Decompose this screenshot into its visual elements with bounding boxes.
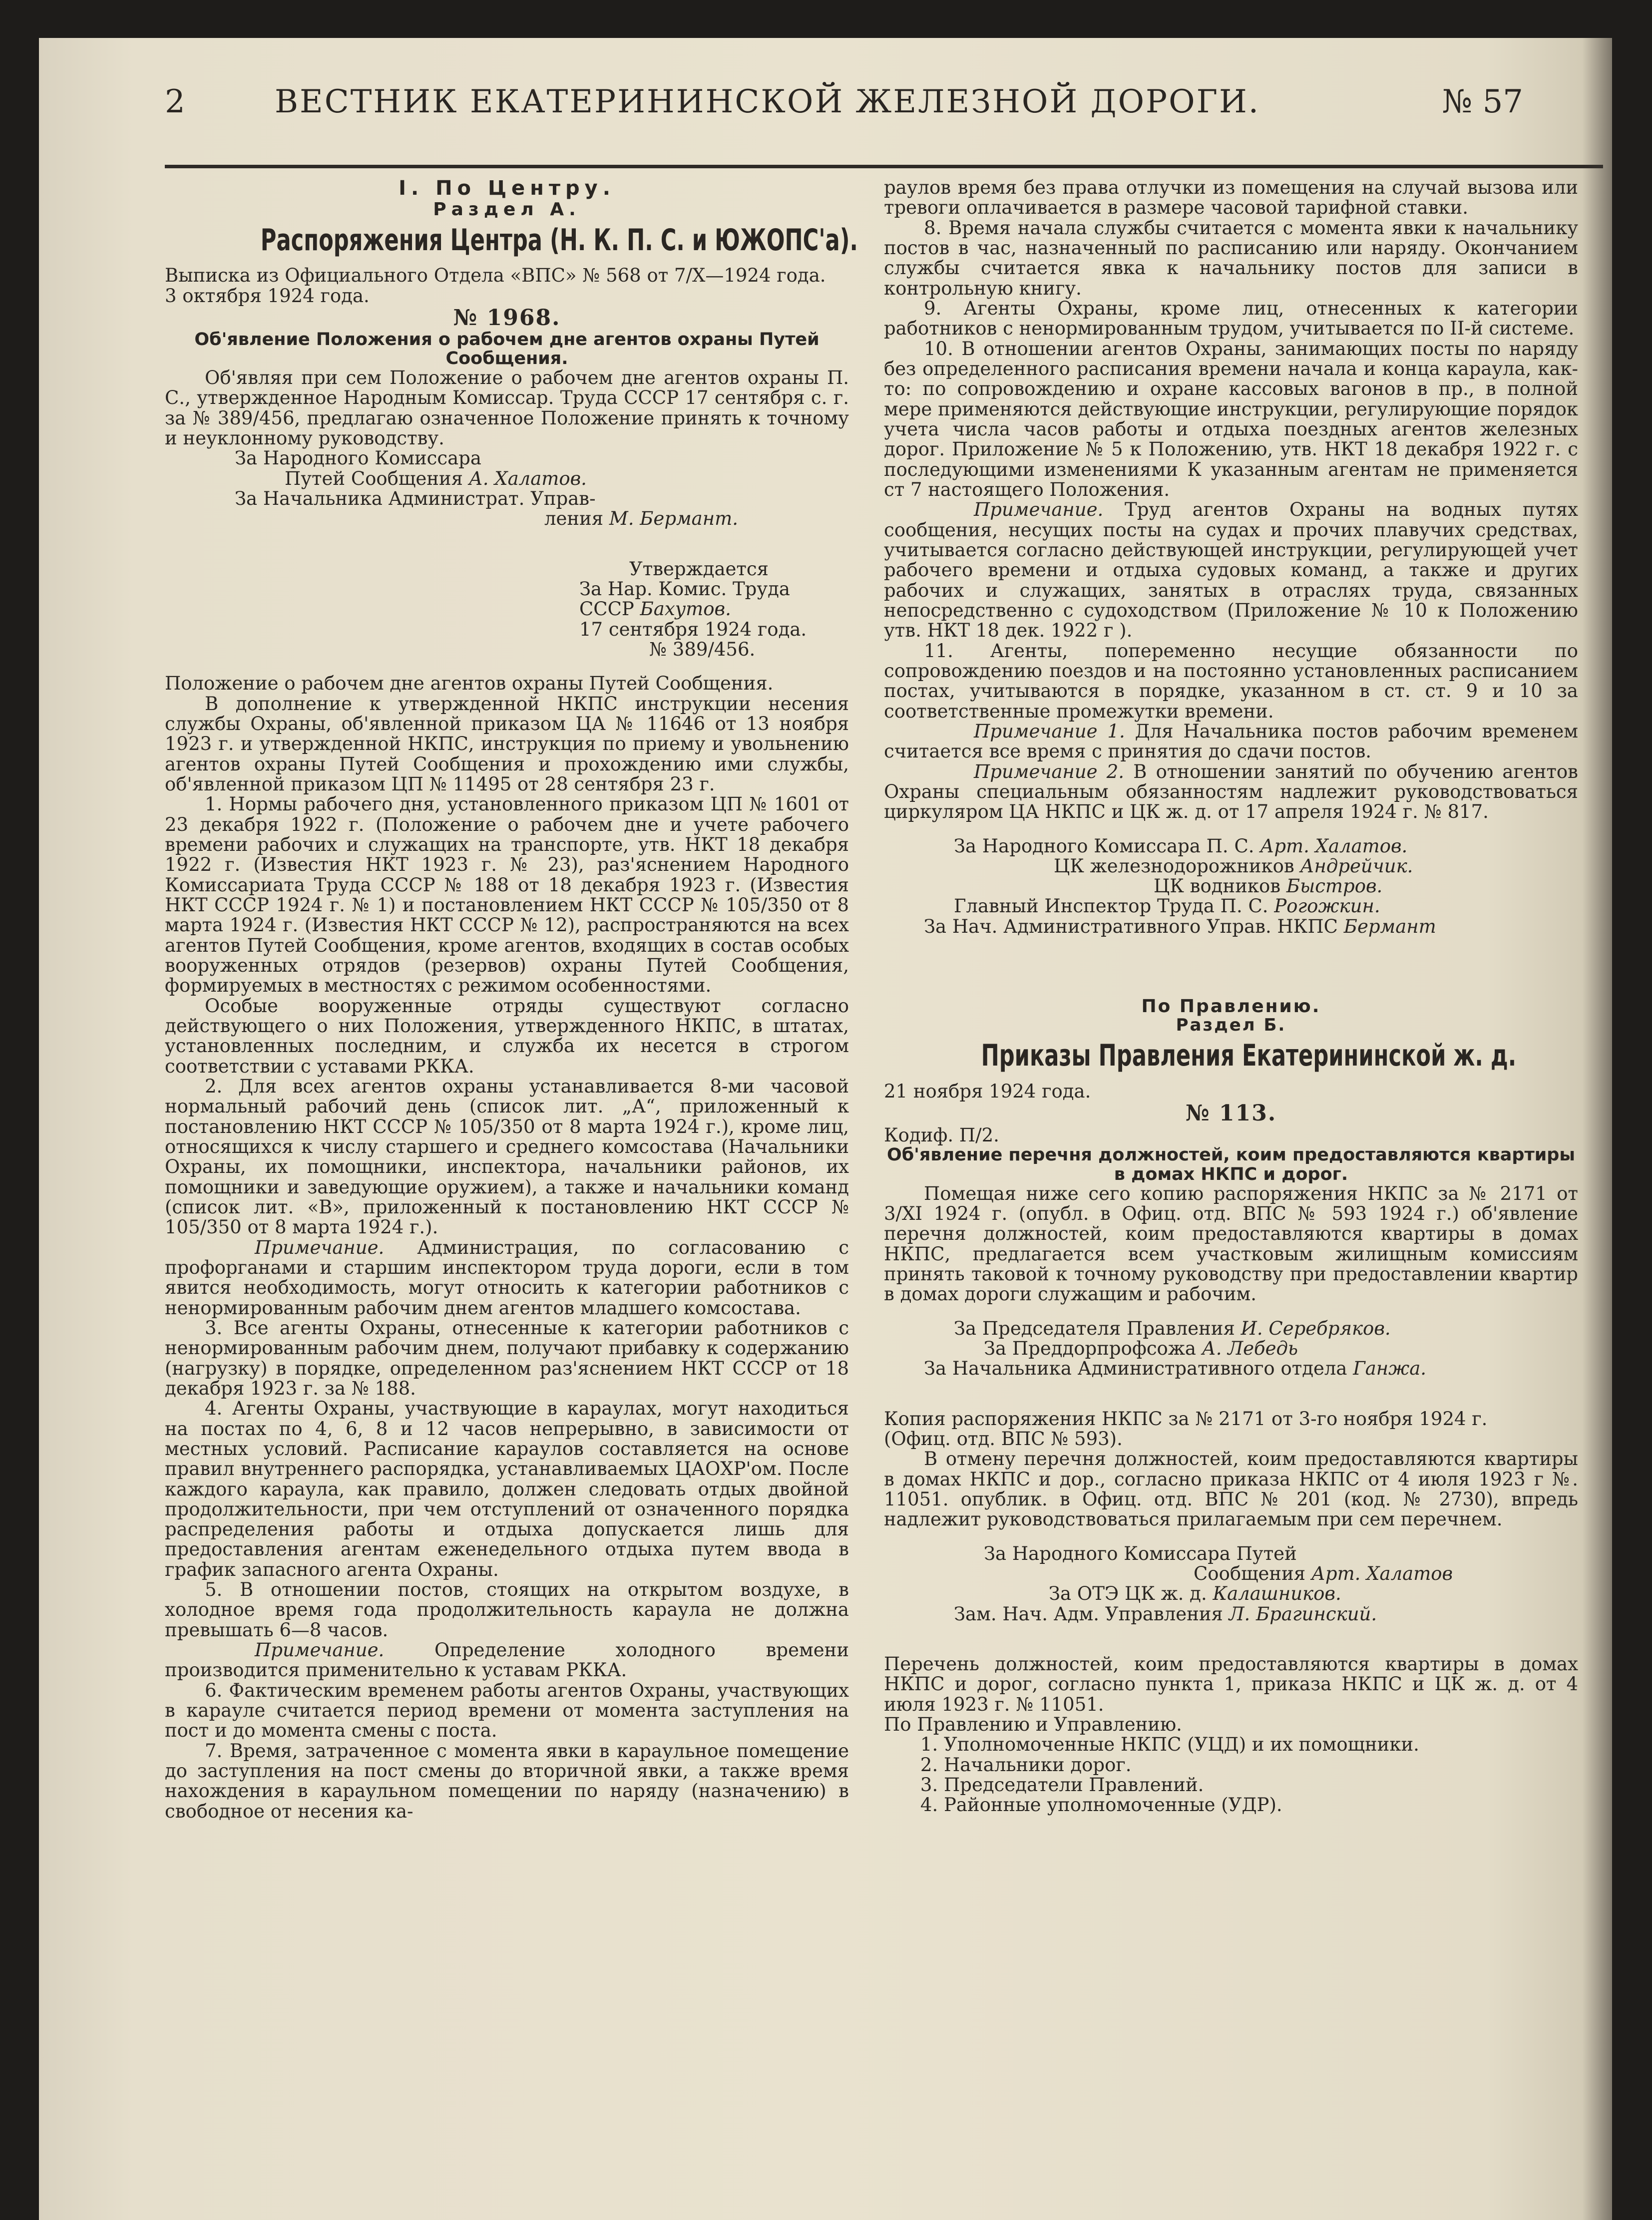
list-item: 1. Уполномоченные НКПС (УЦД) и их помощники. [944,1735,1578,1755]
signature-line: Главный Инспектор Труда П. С. Рогожкин. [954,895,1380,917]
order-date: 3 октября 1924 года. [165,285,370,307]
signature-line: Сообщения Арт. Халатов [1194,1562,1453,1584]
signature-line: ления М. Бермант. [544,508,738,530]
signature-line: За Народного Комиссара [235,447,481,469]
signature-line: За Преддорпрофсожа А. Лебедь [984,1338,1298,1359]
left-column [165,177,858,1822]
part-heading: I. По Центру. [399,177,615,200]
signature-line: За ОТЭ ЦК ж. д. Калашников. [1049,1583,1341,1605]
body-paragraph: 11. Агенты, попеременно несущие обязанности по сопровождению поездов и на постоянно установленных расписанием постах, учитываются в порядке, указанном в ст. ст. 9 и 10 за соответственные промежутки времени. [884,640,1578,722]
copy-title: Копия распоряжения НКПС за № 2171 от 3-го ноября 1924 г. [884,1408,1488,1430]
approval-line: За Нар. Комис. Труда [579,578,790,600]
signature-line: За Начальника Администрат. Управ- [235,488,596,510]
order2-date: 21 ноября 1924 года. [884,1080,1091,1102]
page-number: 2 [165,83,185,120]
body-paragraph: 10. В отношении агентов Охраны, занимающих посты по наряду без определенного расписания времени начала и конца караула, как-то: по сопровождению и охране кассовых вагонов в пр., в полной мере применяются действующие инструкции, регулирующие порядок учета числа часов работы и отдыха поездных агентов железных дорог. Приложение № 5 к Положению, утв. НКТ 18 декабря 1922 г. с последующими изменениями К указанным агентам не применяется ст 7 настоящего Положения. [884,338,1578,500]
approval-line: № 389/456. [649,639,756,661]
page-header [165,85,1563,160]
signature-line: За Нач. Административного Управ. НКПС Бермант [924,915,1436,937]
body-paragraph: 8. Время начала службы считается с момента явки к начальнику постов в час, назначенный по расписанию или наряду. Окончанием службы считается явка к начальнику постов для записи в контрольную книгу. [884,217,1578,299]
body-paragraph: 2. Для всех агентов охраны устанавливается 8-ми часовой нормальный рабочий день (список лит. „А“, приложенный к постановлению НКТ СССР № 105/350 от 8 марта 1924 г.), кроме лиц, относящихся к числу старшего и среднего комсостава (Начальники Охраны, их помощники, инспектора, начальники районов, их помощники и заведующие оружием), а также и начальники команд (список лит. «В», приложенный к постановлению НКТ СССР № 105/350 от 8 марта 1924 г.). [165,1075,849,1238]
order-number: № 1968. [453,305,561,331]
codification: Кодиф. П/2. [884,1124,999,1146]
note-paragraph: Примечание. Труд агентов Охраны на водных путях сообщения, несущих посты на судах и прочих плавучих средствах, учитывается согласно действующей инструкции, регулирующей учет рабочего времени и отдыха судовых команд, а также и других рабочих и служащих, занятых в отраслях труда, связанных непосредственно с судоходством (Приложение № 10 к Положению утв. НКТ 18 дек. 1922 г ). [884,499,1578,642]
body-paragraph: раулов время без права отлучки из помещения на случай вызова или тревоги оплачивается в размере часовой тарифной ставки. [884,177,1578,219]
signature-line: ЦК железнодорожников Андрейчик. [1054,855,1413,877]
intro-paragraph: Об'являя при сем Положение о рабочем дне агентов охраны П. С., утвержденное Народным Комиссар. Труда СССР 17 сентября с. г. за № 389/456, предлагаю означенное Положение принять к точному и неуклонному руководству. [165,367,849,449]
section-title: Распоряжения Центра (Н. К. П. С. и ЮЖОПС'а). [260,222,858,258]
signature-line: За Народного Комиссара П. С. Арт. Халатов. [954,835,1408,857]
body-paragraph: 1. Нормы рабочего дня, установленного приказом ЦП № 1601 от 23 декабря 1922 г. (Положение о рабочем дне и учете рабочего времени рабочих и служащих на транспорте, утв. НКТ 18 декабря 1922 г. (Известия НКТ 1923 г. № 23), раз'яснением Народного Комиссариата Труда СССР № 188 от 18 декабря 1923 г. (Известия НКТ СССР 1924 г. № 1) и постановлением НКТ СССР № 105/350 от 8 марта 1924 г. (Известия НКТ СССР № 12), распространяются на всех агентов Путей Сообщения, кроме агентов, входящих в состав особых вооруженных отрядов (резервов) охраны Путей Сообщения, формируемых в местностях с режимом особенностями. [165,793,849,997]
copy-source: (Офиц. отд. ВПС № 593). [884,1428,1123,1450]
signature-block [884,1544,1578,1624]
signature-line: ЦК водников Быстров. [1154,875,1383,897]
approval-line: Утверждается [629,558,769,580]
positions-list [884,1735,1578,1815]
right-column [884,178,1578,1816]
note-paragraph: Примечание 1. Для Начальника постов рабочим временем считается все время с принятия до сдачи постов. [884,720,1579,762]
body-paragraph: 4. Агенты Охраны, участвующие в караулах, могут находиться на постах по 4, 6, 8 и 12 часов непрерывно, в зависимости от местных условий. Расписание караулов составляется на основе правил внутреннего распорядка, устанавливаемых ЦАОХР'ом. После каждого караула, как правило, должен следовать отдых двойной продолжительности, при чем отступлений от означенного порядка распределения работы и отдыха допускается лишь для предоставления агентам еженедельного отдыха путем ввода в график запасного агента Охраны. [165,1398,849,1580]
note-paragraph: Примечание 2. В отношении занятий по обучению агентов Охраны специальным обязанностям надлежит руководствоваться циркуляром ЦА НКПС и ЦК ж. д. от 17 апреля 1924 г. № 817. [884,760,1578,823]
part2-heading: По Правлению. [1141,996,1321,1017]
page-edge-shadow [1582,38,1612,2220]
body-paragraph: 5. В отношении постов, стоящих на открытом воздухе, в холодное время года продолжительность караула не должна превышать 6—8 часов. [165,1579,849,1641]
signature-block [165,448,849,529]
body-paragraph: 9. Агенты Охраны, кроме лиц, отнесенных к категории работников с ненормированным трудом, учитывается по II-й системе. [884,297,1578,340]
body-paragraph: В дополнение к утвержденной НКПС инструкции несения службы Охраны, об'явленной приказом ЦА № 11646 от 13 ноября 1923 г. и утвержденной НКПС, инструкция по приему и увольнению агентов охраны Путей Сообщения и прохождению ими службы, об'явленной приказом ЦП № 11495 от 28 сентября 23 г. [165,693,849,795]
signature-block [884,836,1578,937]
body-paragraph: 3. Все агенты Охраны, отнесенные к категории работников с ненормированным рабочим днем, получают прибавку к содержанию (нагрузку) в порядке, определенном раз'яснением НКТ СССР от 18 декабря 1923 г. за № 188. [165,1317,849,1399]
newspaper-page [39,38,1612,2220]
order-heading: Об'явление Положения о рабочем дне агентов охраны Путей Сообщения. [194,329,820,369]
signature-line: Зам. Нач. Адм. Управления Л. Брагинский. [954,1603,1377,1625]
approval-line: СССР Бахутов. [579,598,731,620]
extract-line: Выписка из Официального Отдела «ВПС» № 568 от 7/X—1924 года. [165,265,826,287]
signature-line: За Народного Комиссара Путей [984,1542,1297,1564]
order2-number: № 113. [1185,1101,1277,1126]
section2-title: Приказы Правления Екатерининской ж. д. [981,1038,1517,1074]
section2-heading: Раздел Б. [1176,1015,1286,1036]
body-paragraph: Особые вооруженные отряды существуют согласно действующего о них Положения, утвержденного НКПС, в штатах, установленных последним, и служба их несется в строгом соответствии с уставами РККА. [165,995,849,1077]
body-paragraph: Помещая ниже сего копию распоряжения НКПС за № 2171 от 3/XI 1924 г. (опубл. в Офиц. отд. ВПС № 593 1924 г.) об'явление перечня должностей, коим предоставляются квартиры в домах НКПС, предлагается всем участковым жилищным комиссиям принять таковой к точному руководству при предоставлении квартир в домах дороги служащим и рабочим. [884,1182,1578,1305]
list-subtitle: По Правлению и Управлению. [884,1713,1182,1735]
signature-line: Путей Сообщения А. Халатов. [285,467,587,489]
note-paragraph: Примечание. Администрация, по согласованию с профорганами и старшим инспектором труда дороги, если в том явится необходимость, могут относить к категории работников с ненормированным рабочим днем агентов младшего комсостава. [165,1236,849,1319]
approval-block [165,559,849,660]
approval-line: 17 сентября 1924 года. [579,618,807,640]
issue-number: № 57 [1442,83,1523,120]
body-paragraph: В отмену перечня должностей, коим предоставляются квартиры в домах НКПС и дор., согласно приказа НКПС от 4 июля 1923 г №. 11051. опублик. в Офиц. отд. ВПС № 201 (код. № 2730), впредь надлежит руководствоваться прилагаемым при сем перечнем. [884,1448,1578,1530]
list-title: Перечень должностей, коим предоставляются квартиры в домах НКПС и дорог, согласно пункта 1, приказа НКПС и ЦК ж. д. от 4 июля 1923 г. № 11051. [884,1653,1578,1715]
list-item: 4. Районные уполномоченные (УДР). [944,1795,1578,1815]
list-item: 2. Начальники дорог. [944,1755,1578,1775]
signature-line: За Начальника Административного отдела Ганжа. [924,1358,1427,1380]
header-rule [165,165,1603,168]
body-paragraph: 6. Фактическим временем работы агентов Охраны, участвующих в карауле считается период времени от момента заступления на пост и до момента смены с поста. [165,1679,849,1742]
regulation-title: Положение о рабочем дне агентов охраны Путей Сообщения. [165,673,774,695]
list-item: 3. Председатели Правлений. [944,1775,1578,1795]
section-heading: Раздел А. [433,199,581,220]
body-paragraph: 7. Время, затраченное с момента явки в караульное помещение до заступления на пост смены до вторичной явки, а также время нахождения в караульном помещении по наряду (назначению) в свободное от несения ка- [165,1740,849,1822]
journal-title: ВЕСТНИК ЕКАТЕРИНИНСКОЙ ЖЕЛЕЗНОЙ ДОРОГИ. [275,83,1260,120]
signature-block [884,1319,1578,1379]
order2-heading: Об'явление перечня должностей, коим предоставляются квартиры в домах НКПС и дорог. [886,1145,1575,1184]
signature-line: За Председателя Правления И. Серебряков. [954,1317,1391,1339]
note-paragraph: Примечание. Определение холодного времени производится применительно к уставам РККА. [165,1639,849,1681]
